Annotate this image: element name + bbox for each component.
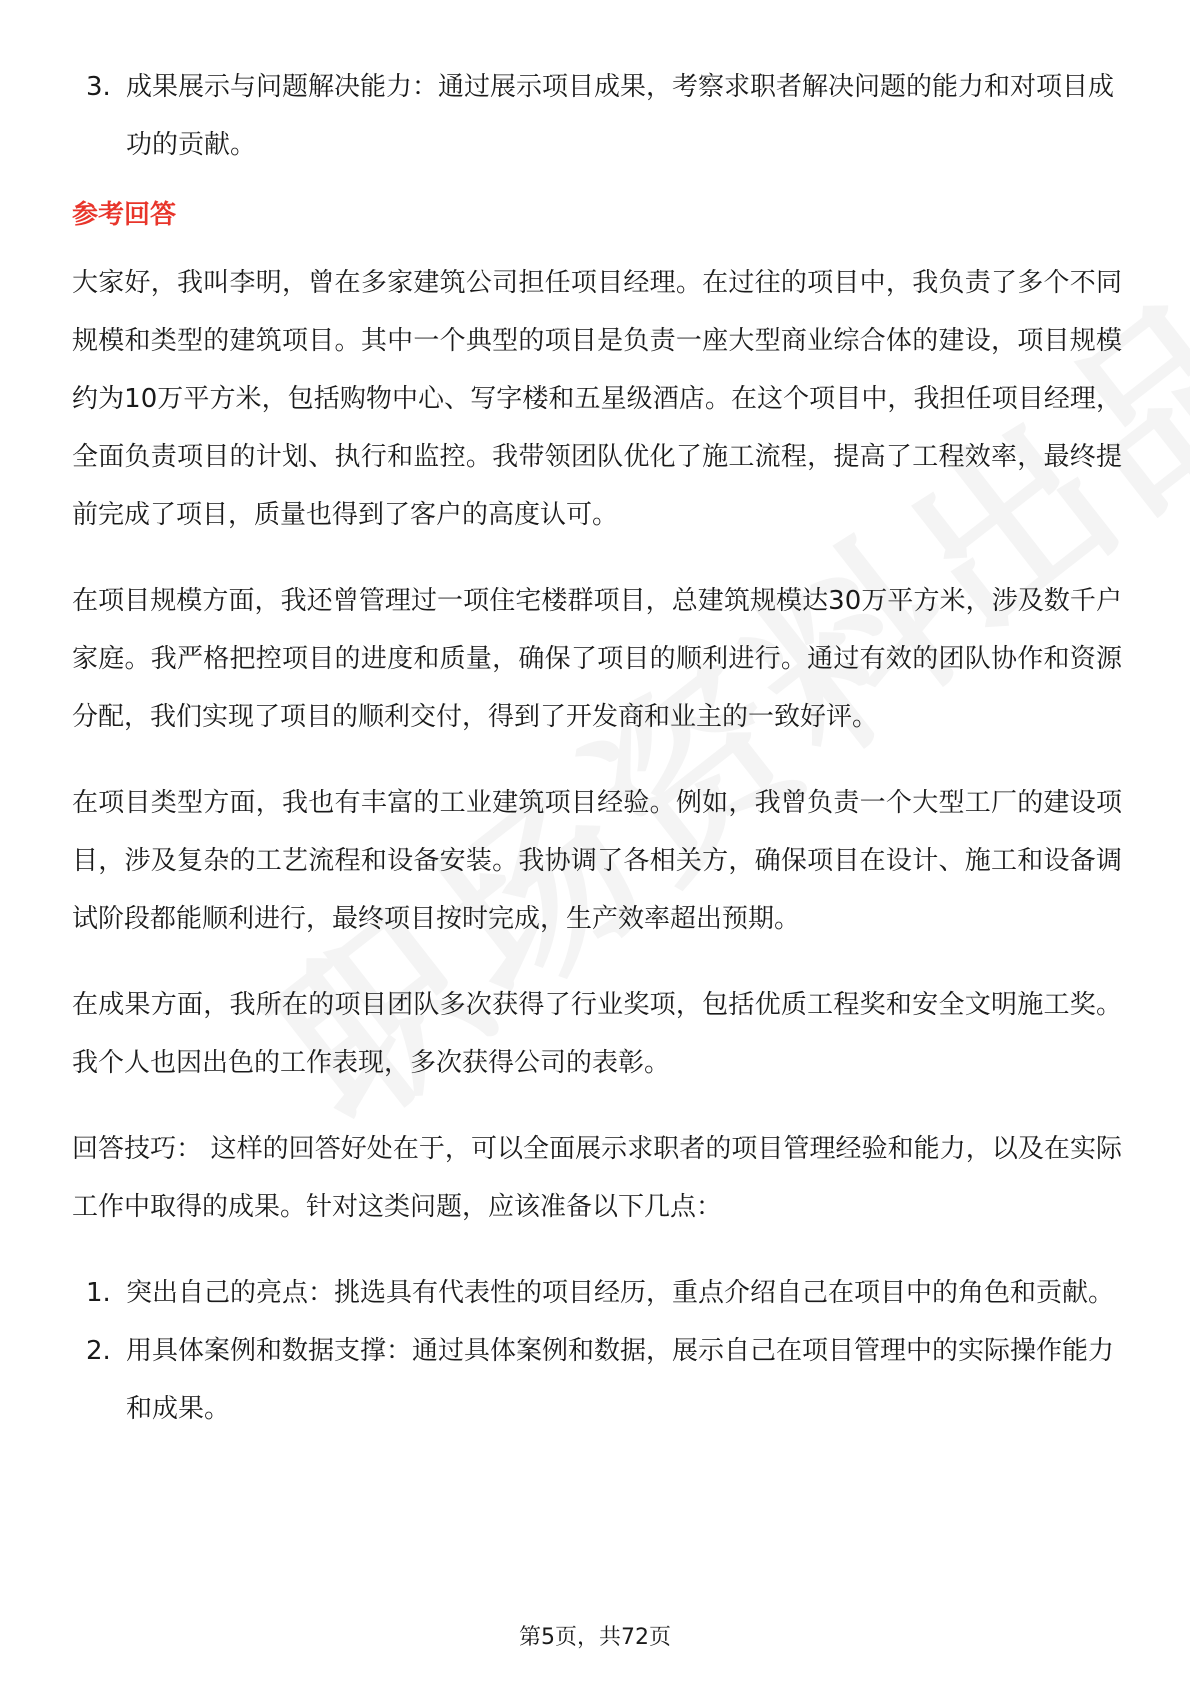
list-text: 用具体案例和数据支撑：通过具体案例和数据，展示自己在项目管理中的实际操作能力和成果。 [126,1336,1115,1424]
list-item [72,1264,1122,1322]
list-number: 3. [86,72,111,102]
paragraph: 大家好，我叫李明，曾在多家建筑公司担任项目经理。在过往的项目中，我负责了多个不同规模和类型的建筑项目。其中一个典型的项目是负责一座大型商业综合体的建设，项目规模约为10万平方米，包括购物中心、写字楼和五星级酒店。在这个项目中，我担任项目经理，全面负责项目的计划、执行和监控。我带领团队优化了施工流程，提高了工程效率，最终提前完成了项目，质量也得到了客户的高度认可。 [72,268,1122,530]
list-number: 2. [86,1336,111,1366]
list-item [72,58,1122,174]
section-heading: 参考回答 [72,200,177,230]
paragraph: 在项目规模方面，我还曾管理过一项住宅楼群项目，总建筑规模达30万平方米，涉及数千户家庭。我严格把控项目的进度和质量，确保了项目的顺利进行。通过有效的团队协作和资源分配，我们实现了项目的顺利交付，得到了开发商和业主的一致好评。 [72,586,1122,732]
list-item [72,1322,1122,1438]
page-content [72,58,1122,1438]
paragraph: 在项目类型方面，我也有丰富的工业建筑项目经验。例如，我曾负责一个大型工厂的建设项目，涉及复杂的工艺流程和设备安装。我协调了各相关方，确保项目在设计、施工和设备调试阶段都能顺利进行，最终项目按时完成，生产效率超出预期。 [72,788,1122,934]
page-footer: 第5页，共72页 [519,1625,671,1650]
tips-list [72,1264,1122,1438]
list-number: 1. [86,1278,111,1308]
list-text: 突出自己的亮点：挑选具有代表性的项目经历，重点介绍自己在项目中的角色和贡献。 [126,1278,1115,1308]
paragraph: 在成果方面，我所在的项目团队多次获得了行业奖项，包括优质工程奖和安全文明施工奖。我个人也因出色的工作表现，多次获得公司的表彰。 [72,990,1122,1078]
list-text: 成果展示与问题解决能力：通过展示项目成果，考察求职者解决问题的能力和对项目成功的贡献。 [126,72,1115,160]
answer-tips-paragraph: 回答技巧： 这样的回答好处在于，可以全面展示求职者的项目管理经验和能力，以及在实际工作中取得的成果。针对这类问题，应该准备以下几点： [72,1134,1122,1222]
